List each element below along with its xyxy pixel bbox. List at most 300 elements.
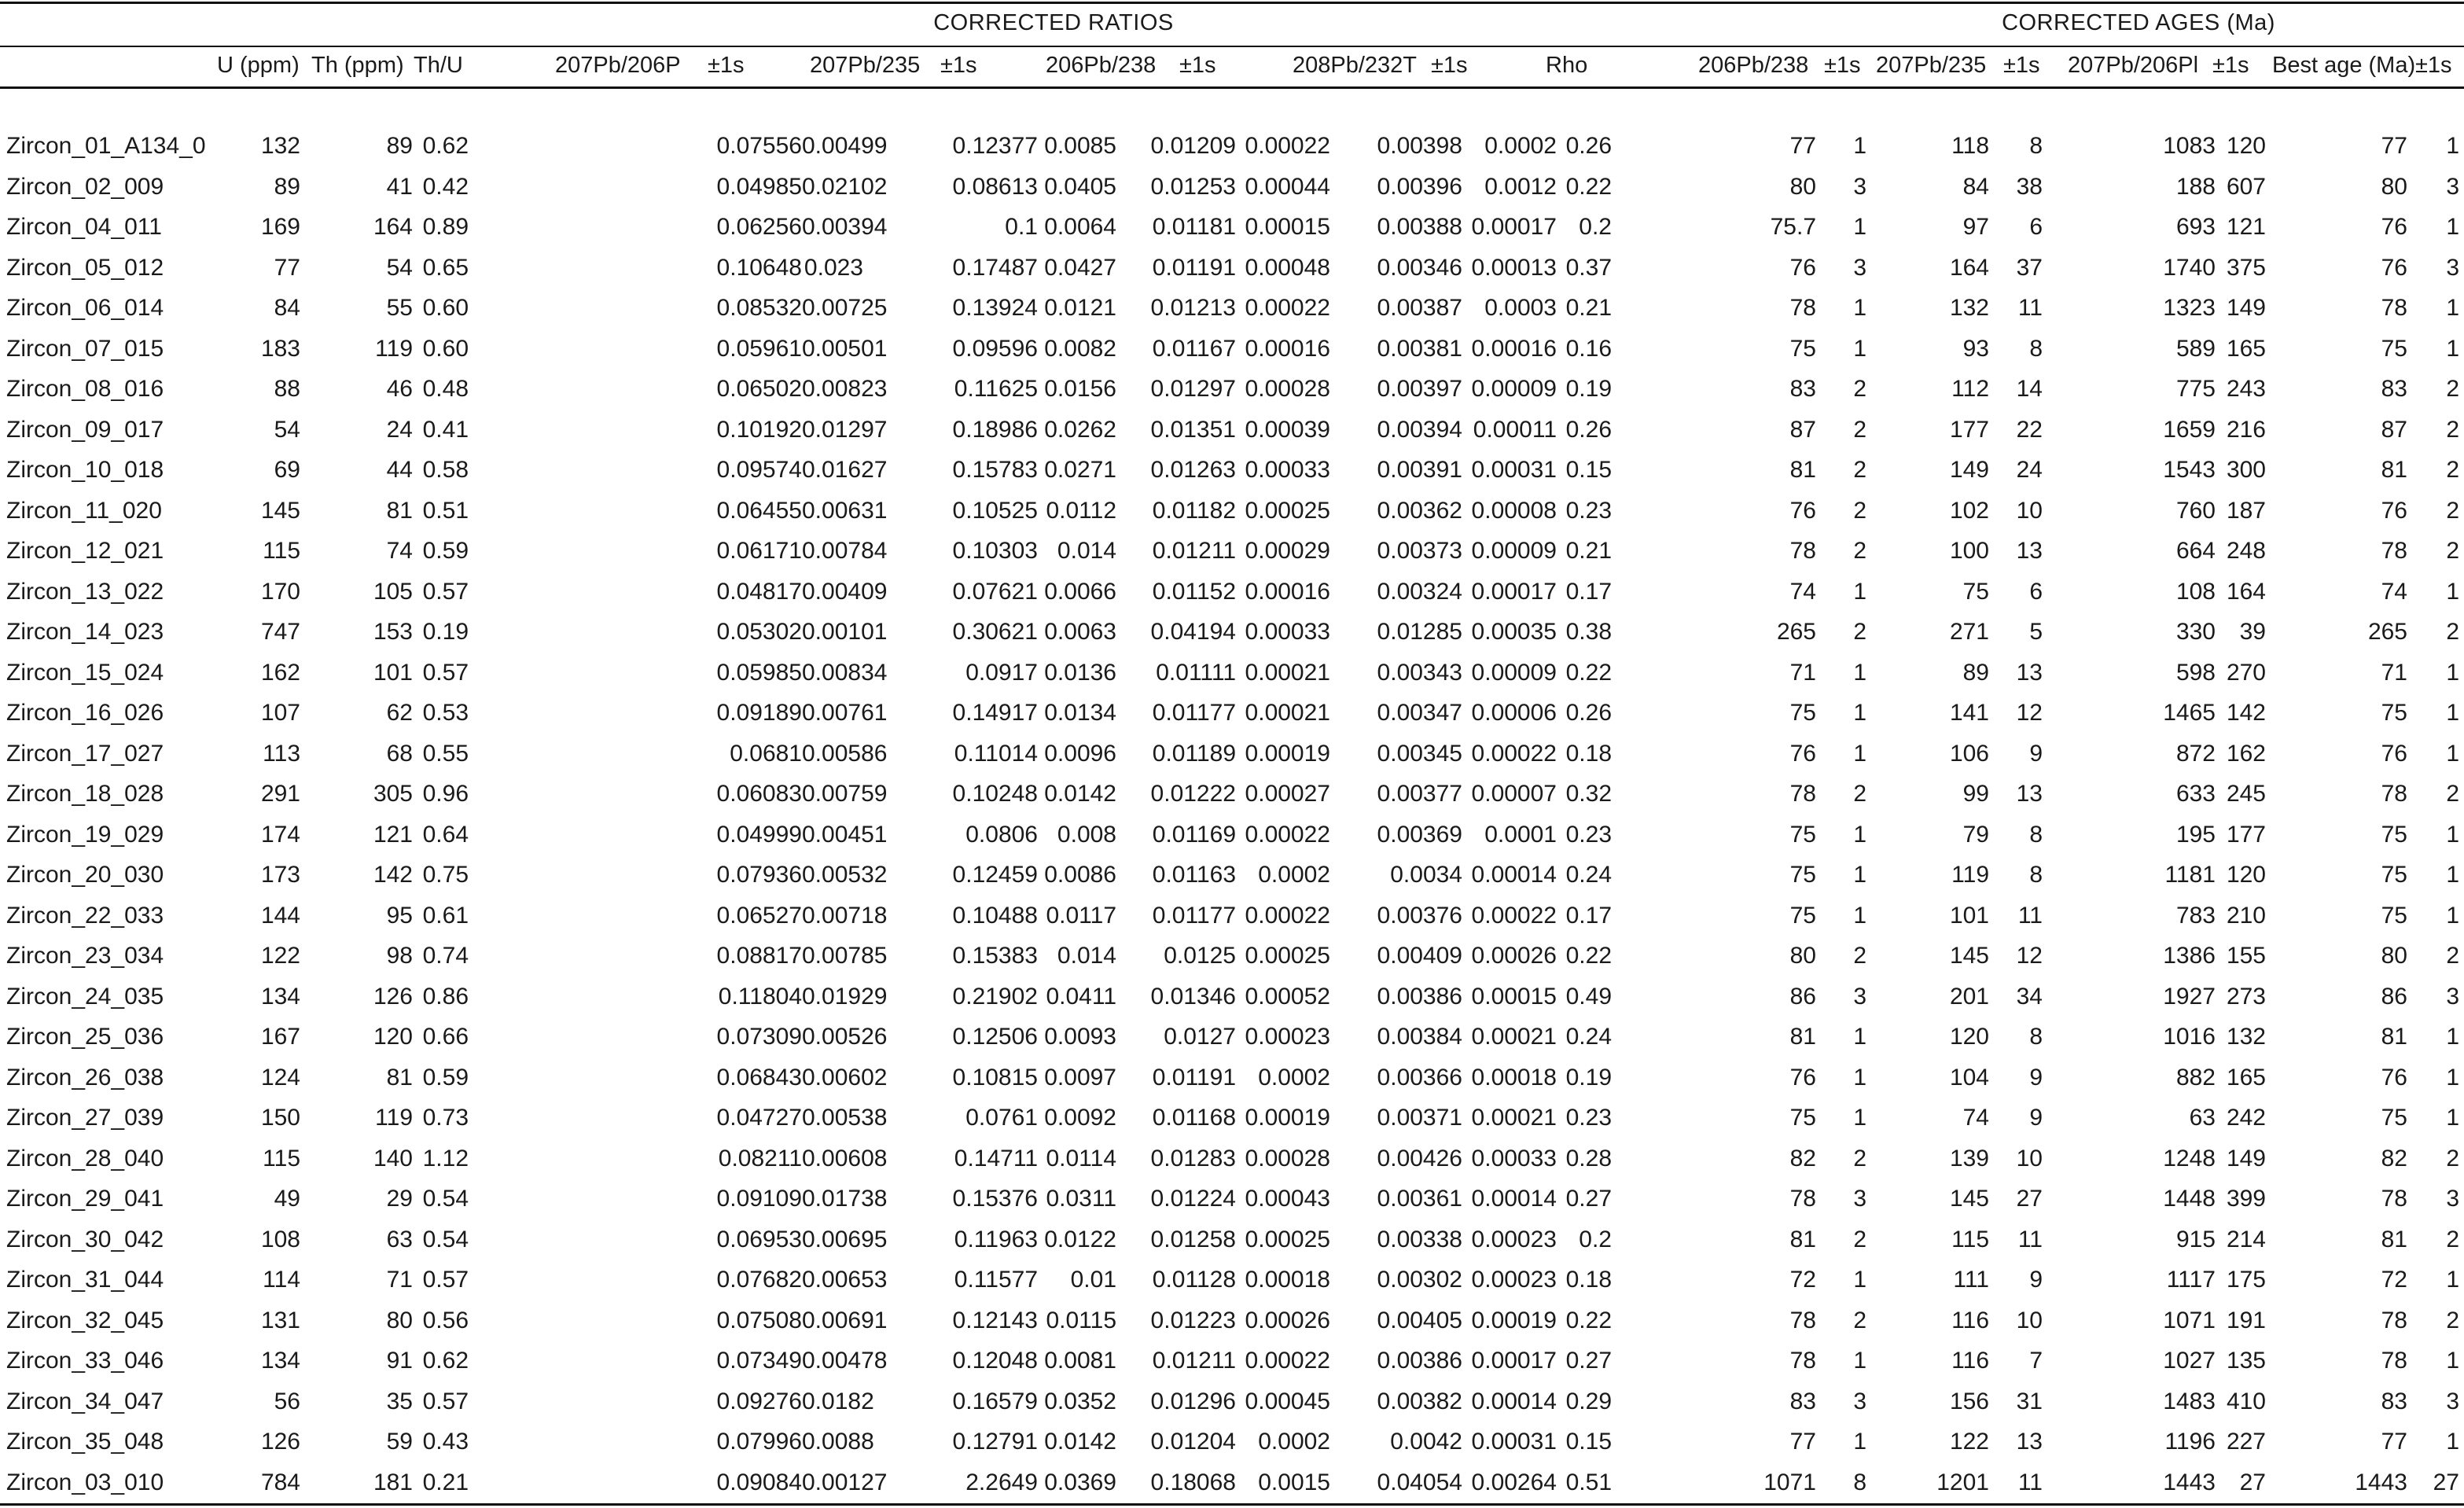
table-cell: 0.01152 bbox=[1152, 579, 1236, 605]
table-cell: 84 bbox=[1962, 174, 1989, 200]
table-cell: 1 bbox=[2446, 660, 2459, 686]
table-cell: 119 bbox=[375, 336, 413, 362]
table-cell: 0.01177 bbox=[1152, 903, 1236, 929]
table-cell: 0.01297 bbox=[1150, 376, 1236, 402]
table-cell: 0.01283 bbox=[1150, 1146, 1236, 1171]
table-cell: 0.00017 bbox=[1471, 579, 1557, 605]
table-cell: 0.59 bbox=[422, 538, 469, 564]
table-cell: 0.0182 bbox=[802, 1388, 874, 1414]
table-cell: 0.05961 bbox=[716, 336, 802, 362]
table-cell: 83 bbox=[1789, 1388, 1816, 1414]
table-cell: 0.00347 bbox=[1377, 700, 1462, 726]
table-cell: 81 bbox=[2381, 1227, 2407, 1252]
table-cell: 0.01738 bbox=[802, 1186, 888, 1212]
table-cell: 10 bbox=[2016, 498, 2043, 524]
table-cell: 0.023 bbox=[804, 255, 863, 281]
table-cell: 101 bbox=[1949, 903, 1989, 929]
table-cell: 155 bbox=[2226, 943, 2266, 969]
table-cell: 0.01351 bbox=[1150, 417, 1236, 443]
sample-name-cell: Zircon_34_047 bbox=[6, 1388, 164, 1414]
table-cell: 145 bbox=[260, 498, 300, 524]
table-cell: 0.42 bbox=[422, 174, 469, 200]
table-cell: 78 bbox=[2381, 1348, 2407, 1374]
table-cell: 0.00026 bbox=[1245, 1308, 1330, 1333]
table-cell: 2 bbox=[1853, 538, 1866, 564]
table-cell: 75 bbox=[2381, 822, 2407, 848]
table-cell: 1386 bbox=[2163, 943, 2216, 969]
table-cell: 81 bbox=[2381, 1024, 2407, 1050]
table-cell: 0.00014 bbox=[1471, 1388, 1557, 1414]
table-cell: 75 bbox=[1789, 700, 1816, 726]
table-cell: 76 bbox=[2381, 1065, 2407, 1091]
table-cell: 0.00019 bbox=[1245, 741, 1330, 767]
table-cell: 0.00478 bbox=[802, 1348, 888, 1374]
table-cell: 9 bbox=[2029, 741, 2043, 767]
table-cell: 242 bbox=[2226, 1105, 2266, 1131]
table-cell: 13 bbox=[2016, 781, 2043, 807]
table-cell: 0.26 bbox=[1565, 417, 1612, 443]
table-cell: 0.0012 bbox=[1484, 174, 1557, 200]
table-cell: 78 bbox=[2381, 1186, 2407, 1212]
table-cell: 2 bbox=[1853, 1227, 1866, 1252]
table-cell: 0.19 bbox=[1565, 376, 1612, 402]
table-cell: 0.74 bbox=[422, 943, 469, 969]
table-cell: 0.00345 bbox=[1377, 741, 1462, 767]
table-cell: 1 bbox=[2446, 295, 2459, 321]
table-cell: 0.07508 bbox=[716, 1308, 802, 1333]
table-cell: 75 bbox=[1789, 1105, 1816, 1131]
table-cell: 1 bbox=[2446, 1024, 2459, 1050]
table-cell: 0.00761 bbox=[802, 700, 888, 726]
table-cell: 177 bbox=[2226, 822, 2266, 848]
table-cell: 0.00013 bbox=[1471, 255, 1557, 281]
table-cell: 0.014 bbox=[1057, 943, 1116, 969]
table-cell: 13 bbox=[2016, 538, 2043, 564]
table-cell: 1 bbox=[1853, 295, 1866, 321]
table-cell: 0.0003 bbox=[1484, 295, 1557, 321]
table-cell: 0.00009 bbox=[1471, 538, 1557, 564]
table-cell: 0.51 bbox=[422, 498, 469, 524]
table-cell: 13 bbox=[2016, 660, 2043, 686]
table-cell: 0.00022 bbox=[1245, 133, 1330, 159]
table-cell: 1 bbox=[1853, 214, 1866, 240]
table-cell: 153 bbox=[373, 619, 413, 645]
table-cell: 0.07936 bbox=[716, 862, 802, 888]
table-cell: 0.00101 bbox=[802, 619, 888, 645]
table-cell: 0.00007 bbox=[1471, 781, 1557, 807]
table-cell: 0.00409 bbox=[1377, 943, 1462, 969]
table-cell: 0.04817 bbox=[716, 579, 802, 605]
table-cell: 1 bbox=[1853, 1065, 1866, 1091]
table-cell: 0.0369 bbox=[1044, 1469, 1116, 1495]
table-cell: 0.0096 bbox=[1044, 741, 1116, 767]
table-cell: 6 bbox=[2029, 214, 2043, 240]
table-cell: 62 bbox=[386, 700, 413, 726]
table-cell: 76 bbox=[2381, 741, 2407, 767]
table-cell: 0.00025 bbox=[1245, 498, 1330, 524]
table-cell: 77 bbox=[1789, 1429, 1816, 1455]
group-header-ages: CORRECTED AGES (Ma) bbox=[2002, 10, 2275, 35]
table-cell: 0.57 bbox=[422, 579, 469, 605]
table-cell: 134 bbox=[260, 1348, 300, 1374]
table-cell: 0.0115 bbox=[1046, 1308, 1116, 1333]
table-cell: 0.01181 bbox=[1152, 214, 1236, 240]
table-cell: 0.00022 bbox=[1471, 903, 1557, 929]
table-cell: 0.00526 bbox=[802, 1024, 888, 1050]
table-cell: 0.00006 bbox=[1471, 700, 1557, 726]
table-cell: 140 bbox=[373, 1146, 413, 1171]
table-cell: 132 bbox=[260, 133, 300, 159]
table-cell: 1 bbox=[1853, 700, 1866, 726]
table-cell: 0.00388 bbox=[1377, 214, 1462, 240]
table-cell: 141 bbox=[1949, 700, 1989, 726]
sample-name-cell: Zircon_16_026 bbox=[6, 700, 164, 726]
table-cell: 1027 bbox=[2163, 1348, 2216, 1374]
table-cell: 0.75 bbox=[422, 862, 469, 888]
table-cell: 11 bbox=[2017, 1469, 2043, 1495]
table-cell: 0.00031 bbox=[1471, 457, 1557, 483]
table-cell: 0.06953 bbox=[716, 1227, 802, 1252]
table-cell: 0.00025 bbox=[1245, 1227, 1330, 1252]
table-cell: 8 bbox=[1853, 1469, 1866, 1495]
header-rule bbox=[0, 46, 2464, 47]
table-cell: 8 bbox=[2029, 862, 2043, 888]
sample-name-cell: Zircon_31_044 bbox=[6, 1267, 164, 1293]
table-cell: 0.0088 bbox=[802, 1429, 874, 1455]
table-cell: 0.01297 bbox=[802, 417, 888, 443]
table-cell: 0.00043 bbox=[1245, 1186, 1330, 1212]
table-cell: 0.10303 bbox=[952, 538, 1038, 564]
table-cell: 273 bbox=[2226, 984, 2266, 1010]
table-cell: 0.16579 bbox=[952, 1388, 1038, 1414]
table-cell: 0.22 bbox=[1565, 1308, 1612, 1333]
table-cell: 1 bbox=[2446, 336, 2459, 362]
table-cell: 162 bbox=[2226, 741, 2266, 767]
table-cell: 0.09276 bbox=[716, 1388, 802, 1414]
table-cell: 0.00324 bbox=[1377, 579, 1462, 605]
table-cell: 0.00023 bbox=[1245, 1024, 1330, 1050]
table-cell: 76 bbox=[2381, 255, 2407, 281]
table-cell: 0.49 bbox=[1565, 984, 1612, 1010]
table-cell: 142 bbox=[2226, 700, 2266, 726]
table-cell: 0.00361 bbox=[1377, 1186, 1462, 1212]
table-cell: 1 bbox=[2446, 741, 2459, 767]
table-cell: 0.18 bbox=[1565, 1267, 1612, 1293]
table-cell: 0.0002 bbox=[1258, 862, 1330, 888]
table-cell: 0.04054 bbox=[1377, 1469, 1462, 1495]
table-cell: 0.23 bbox=[1565, 498, 1612, 524]
table-cell: 0.51 bbox=[1565, 1469, 1612, 1495]
table-cell: 598 bbox=[2175, 660, 2216, 686]
table-cell: 410 bbox=[2226, 1388, 2266, 1414]
table-cell: 0.00409 bbox=[802, 579, 888, 605]
table-cell: 0.21902 bbox=[952, 984, 1038, 1010]
table-cell: 74 bbox=[2381, 579, 2407, 605]
table-cell: 0.12459 bbox=[952, 862, 1038, 888]
table-cell: 2 bbox=[1853, 1308, 1866, 1333]
table-cell: 98 bbox=[386, 943, 413, 969]
table-cell: 0.21 bbox=[422, 1469, 469, 1495]
table-cell: 75 bbox=[2381, 700, 2407, 726]
table-cell: 78 bbox=[1789, 1348, 1816, 1374]
table-cell: 872 bbox=[2175, 741, 2216, 767]
table-cell: 0.00384 bbox=[1377, 1024, 1462, 1050]
table-cell: 1016 bbox=[2163, 1024, 2216, 1050]
table-cell: 3 bbox=[1853, 1186, 1866, 1212]
table-cell: 135 bbox=[2226, 1348, 2266, 1374]
table-cell: 0.06256 bbox=[716, 214, 802, 240]
table-cell: 0.01204 bbox=[1150, 1429, 1236, 1455]
table-cell: 0.01 bbox=[1070, 1267, 1116, 1293]
table-cell: 72 bbox=[1789, 1267, 1816, 1293]
table-cell: 1 bbox=[2446, 1267, 2459, 1293]
table-cell: 1323 bbox=[2163, 295, 2216, 321]
table-cell: 0.54 bbox=[422, 1227, 469, 1252]
table-cell: 63 bbox=[386, 1227, 413, 1252]
table-cell: 0.00362 bbox=[1377, 498, 1462, 524]
table-cell: 149 bbox=[2226, 1146, 2266, 1171]
table-cell: 0.89 bbox=[422, 214, 469, 240]
table-cell: 0.13924 bbox=[952, 295, 1038, 321]
table-cell: 0.15 bbox=[1565, 457, 1612, 483]
table-cell: 24 bbox=[2016, 457, 2043, 483]
table-cell: 13 bbox=[2016, 1429, 2043, 1455]
column-header: Th/U bbox=[414, 53, 463, 78]
table-cell: 1071 bbox=[2163, 1308, 2216, 1333]
sample-name-cell: Zircon_23_034 bbox=[6, 943, 164, 969]
table-cell: 77 bbox=[2381, 133, 2407, 159]
table-cell: 164 bbox=[2226, 579, 2266, 605]
table-cell: 0.15783 bbox=[952, 457, 1038, 483]
table-cell: 0.01167 bbox=[1152, 336, 1236, 362]
table-cell: 2 bbox=[2446, 498, 2459, 524]
table-cell: 87 bbox=[2381, 417, 2407, 443]
table-cell: 0.07621 bbox=[952, 579, 1038, 605]
table-cell: 78 bbox=[1789, 1186, 1816, 1212]
table-cell: 181 bbox=[373, 1469, 413, 1495]
table-cell: 0.00394 bbox=[802, 214, 888, 240]
table-cell: 76 bbox=[1789, 498, 1816, 524]
table-cell: 3 bbox=[2446, 1388, 2459, 1414]
table-cell: 0.01189 bbox=[1152, 741, 1236, 767]
table-cell: 0.00302 bbox=[1377, 1267, 1462, 1293]
table-cell: 71 bbox=[2381, 660, 2407, 686]
table-cell: 3 bbox=[1853, 255, 1866, 281]
table-cell: 1 bbox=[1853, 579, 1866, 605]
table-cell: 1 bbox=[2446, 133, 2459, 159]
table-cell: 3 bbox=[2446, 984, 2459, 1010]
table-cell: 121 bbox=[2226, 214, 2266, 240]
table-cell: 100 bbox=[1949, 538, 1989, 564]
table-cell: 84 bbox=[274, 295, 300, 321]
table-cell: 78 bbox=[2381, 295, 2407, 321]
table-cell: 76 bbox=[1789, 1065, 1816, 1091]
table-cell: 0.0034 bbox=[1390, 862, 1462, 888]
table-cell: 83 bbox=[2381, 376, 2407, 402]
table-cell: 0.0134 bbox=[1044, 700, 1116, 726]
table-cell: 115 bbox=[263, 538, 300, 564]
table-cell: 0.0086 bbox=[1044, 862, 1116, 888]
table-cell: 0.26 bbox=[1565, 700, 1612, 726]
table-cell: 41 bbox=[386, 174, 413, 200]
table-cell: 882 bbox=[2175, 1065, 2216, 1091]
table-cell: 0.06083 bbox=[716, 781, 802, 807]
table-cell: 0.07309 bbox=[716, 1024, 802, 1050]
table-cell: 0.18068 bbox=[1150, 1469, 1236, 1495]
table-cell: 144 bbox=[260, 903, 300, 929]
table-cell: 165 bbox=[2226, 1065, 2266, 1091]
column-header: Th (ppm) bbox=[311, 53, 404, 78]
table-cell: 9 bbox=[2029, 1105, 2043, 1131]
table-cell: 120 bbox=[2226, 862, 2266, 888]
column-header: Rho bbox=[1546, 53, 1588, 78]
table-cell: 1543 bbox=[2163, 457, 2216, 483]
table-cell: 291 bbox=[260, 781, 300, 807]
table-cell: 80 bbox=[2381, 174, 2407, 200]
table-cell: 0.00501 bbox=[802, 336, 888, 362]
table-cell: 1448 bbox=[2163, 1186, 2216, 1212]
table-cell: 0.00017 bbox=[1471, 1348, 1557, 1374]
table-cell: 0.00718 bbox=[802, 903, 888, 929]
table-cell: 0.08532 bbox=[716, 295, 802, 321]
table-cell: 2 bbox=[2446, 538, 2459, 564]
table-cell: 1 bbox=[2446, 1348, 2459, 1374]
table-cell: 0.00396 bbox=[1377, 174, 1462, 200]
table-cell: 0.00052 bbox=[1245, 984, 1330, 1010]
table-cell: 93 bbox=[1962, 336, 1989, 362]
sample-name-cell: Zircon_26_038 bbox=[6, 1065, 164, 1091]
table-cell: 126 bbox=[373, 984, 413, 1010]
table-cell: 0.00371 bbox=[1377, 1105, 1462, 1131]
table-cell: 78 bbox=[2381, 1308, 2407, 1333]
table-cell: 0.0085 bbox=[1044, 133, 1116, 159]
table-cell: 0.01191 bbox=[1152, 255, 1236, 281]
table-cell: 0.2 bbox=[1579, 214, 1612, 240]
table-cell: 177 bbox=[1949, 417, 1989, 443]
column-header: 207Pb/235 bbox=[1876, 53, 1987, 78]
table-cell: 132 bbox=[1949, 295, 1989, 321]
table-cell: 0.00048 bbox=[1245, 255, 1330, 281]
table-cell: 81 bbox=[1789, 1024, 1816, 1050]
table-cell: 0.00387 bbox=[1377, 295, 1462, 321]
table-cell: 0.29 bbox=[1565, 1388, 1612, 1414]
table-cell: 0.96 bbox=[422, 781, 469, 807]
table-cell: 0.0117 bbox=[1046, 903, 1116, 929]
table-cell: 0.0311 bbox=[1046, 1186, 1116, 1212]
table-cell: 80 bbox=[2381, 943, 2407, 969]
table-cell: 8 bbox=[2029, 133, 2043, 159]
table-cell: 0.60 bbox=[422, 295, 469, 321]
table-cell: 0.0066 bbox=[1044, 579, 1116, 605]
table-cell: 0.01209 bbox=[1150, 133, 1236, 159]
table-cell: 0.24 bbox=[1565, 862, 1612, 888]
table-cell: 589 bbox=[2175, 336, 2216, 362]
table-cell: 0.12143 bbox=[952, 1308, 1038, 1333]
table-cell: 149 bbox=[1949, 457, 1989, 483]
table-cell: 0.27 bbox=[1565, 1186, 1612, 1212]
table-cell: 0.00022 bbox=[1245, 822, 1330, 848]
table-cell: 75 bbox=[2381, 862, 2407, 888]
table-cell: 99 bbox=[1962, 781, 1989, 807]
table-cell: 1465 bbox=[2163, 700, 2216, 726]
table-cell: 49 bbox=[274, 1186, 300, 1212]
table-cell: 101 bbox=[373, 660, 413, 686]
table-cell: 0.0127 bbox=[1164, 1024, 1236, 1050]
table-cell: 3 bbox=[2446, 255, 2459, 281]
table-cell: 245 bbox=[2226, 781, 2266, 807]
table-cell: 2 bbox=[2446, 1146, 2459, 1171]
table-cell: 0.07996 bbox=[716, 1429, 802, 1455]
table-cell: 0.0097 bbox=[1044, 1065, 1116, 1091]
table-cell: 89 bbox=[274, 174, 300, 200]
table-cell: 330 bbox=[2175, 619, 2216, 645]
table-cell: 0.00381 bbox=[1377, 336, 1462, 362]
table-cell: 0.00338 bbox=[1377, 1227, 1462, 1252]
column-header: 207Pb/235 bbox=[810, 53, 921, 78]
table-cell: 9 bbox=[2029, 1267, 2043, 1293]
table-cell: 0.57 bbox=[422, 1267, 469, 1293]
table-cell: 106 bbox=[1949, 741, 1989, 767]
table-cell: 1 bbox=[2446, 1065, 2459, 1091]
table-cell: 0.0427 bbox=[1044, 255, 1116, 281]
table-cell: 1 bbox=[2446, 579, 2459, 605]
sample-name-cell: Zircon_01_A134_0 bbox=[6, 133, 206, 159]
sample-name-cell: Zircon_04_011 bbox=[6, 214, 162, 240]
table-cell: 243 bbox=[2226, 376, 2266, 402]
table-cell: 12 bbox=[2016, 700, 2043, 726]
table-cell: 0.18986 bbox=[952, 417, 1038, 443]
table-cell: 75.7 bbox=[1770, 214, 1816, 240]
table-cell: 0.00014 bbox=[1471, 862, 1557, 888]
table-cell: 0.01169 bbox=[1152, 822, 1236, 848]
table-cell: 131 bbox=[260, 1308, 300, 1333]
table-cell: 2 bbox=[1853, 781, 1866, 807]
table-cell: 74 bbox=[1962, 1105, 1989, 1131]
table-cell: 3 bbox=[1853, 984, 1866, 1010]
table-cell: 0.00373 bbox=[1377, 538, 1462, 564]
table-cell: 0.12048 bbox=[952, 1348, 1038, 1374]
table-cell: 139 bbox=[1949, 1146, 1989, 1171]
table-cell: 0.0262 bbox=[1044, 417, 1116, 443]
table-cell: 81 bbox=[386, 1065, 413, 1091]
table-cell: 1.12 bbox=[422, 1146, 469, 1171]
table-cell: 122 bbox=[260, 943, 300, 969]
table-cell: 0.0093 bbox=[1044, 1024, 1116, 1050]
table-cell: 76 bbox=[1789, 741, 1816, 767]
sample-name-cell: Zircon_13_022 bbox=[6, 579, 164, 605]
table-cell: 0.17 bbox=[1565, 579, 1612, 605]
table-cell: 37 bbox=[2016, 255, 2043, 281]
table-cell: 0.55 bbox=[422, 741, 469, 767]
table-cell: 1 bbox=[1853, 1267, 1866, 1293]
table-cell: 0.16 bbox=[1565, 336, 1612, 362]
sample-name-cell: Zircon_11_020 bbox=[6, 498, 162, 524]
table-cell: 2 bbox=[2446, 619, 2459, 645]
table-cell: 78 bbox=[1789, 781, 1816, 807]
table-cell: 0.00426 bbox=[1377, 1146, 1462, 1171]
table-cell: 0.27 bbox=[1565, 1348, 1612, 1374]
table-cell: 0.00014 bbox=[1471, 1186, 1557, 1212]
table-cell: 0.01111 bbox=[1156, 660, 1236, 686]
table-cell: 0.00033 bbox=[1245, 619, 1330, 645]
table-cell: 0.0015 bbox=[1258, 1469, 1330, 1495]
table-cell: 86 bbox=[1789, 984, 1816, 1010]
table-cell: 0.00021 bbox=[1471, 1024, 1557, 1050]
column-header: 208Pb/232T bbox=[1293, 53, 1418, 78]
table-cell: 195 bbox=[2175, 822, 2216, 848]
table-cell: 0.00785 bbox=[802, 943, 888, 969]
sample-name-cell: Zircon_17_027 bbox=[6, 741, 164, 767]
